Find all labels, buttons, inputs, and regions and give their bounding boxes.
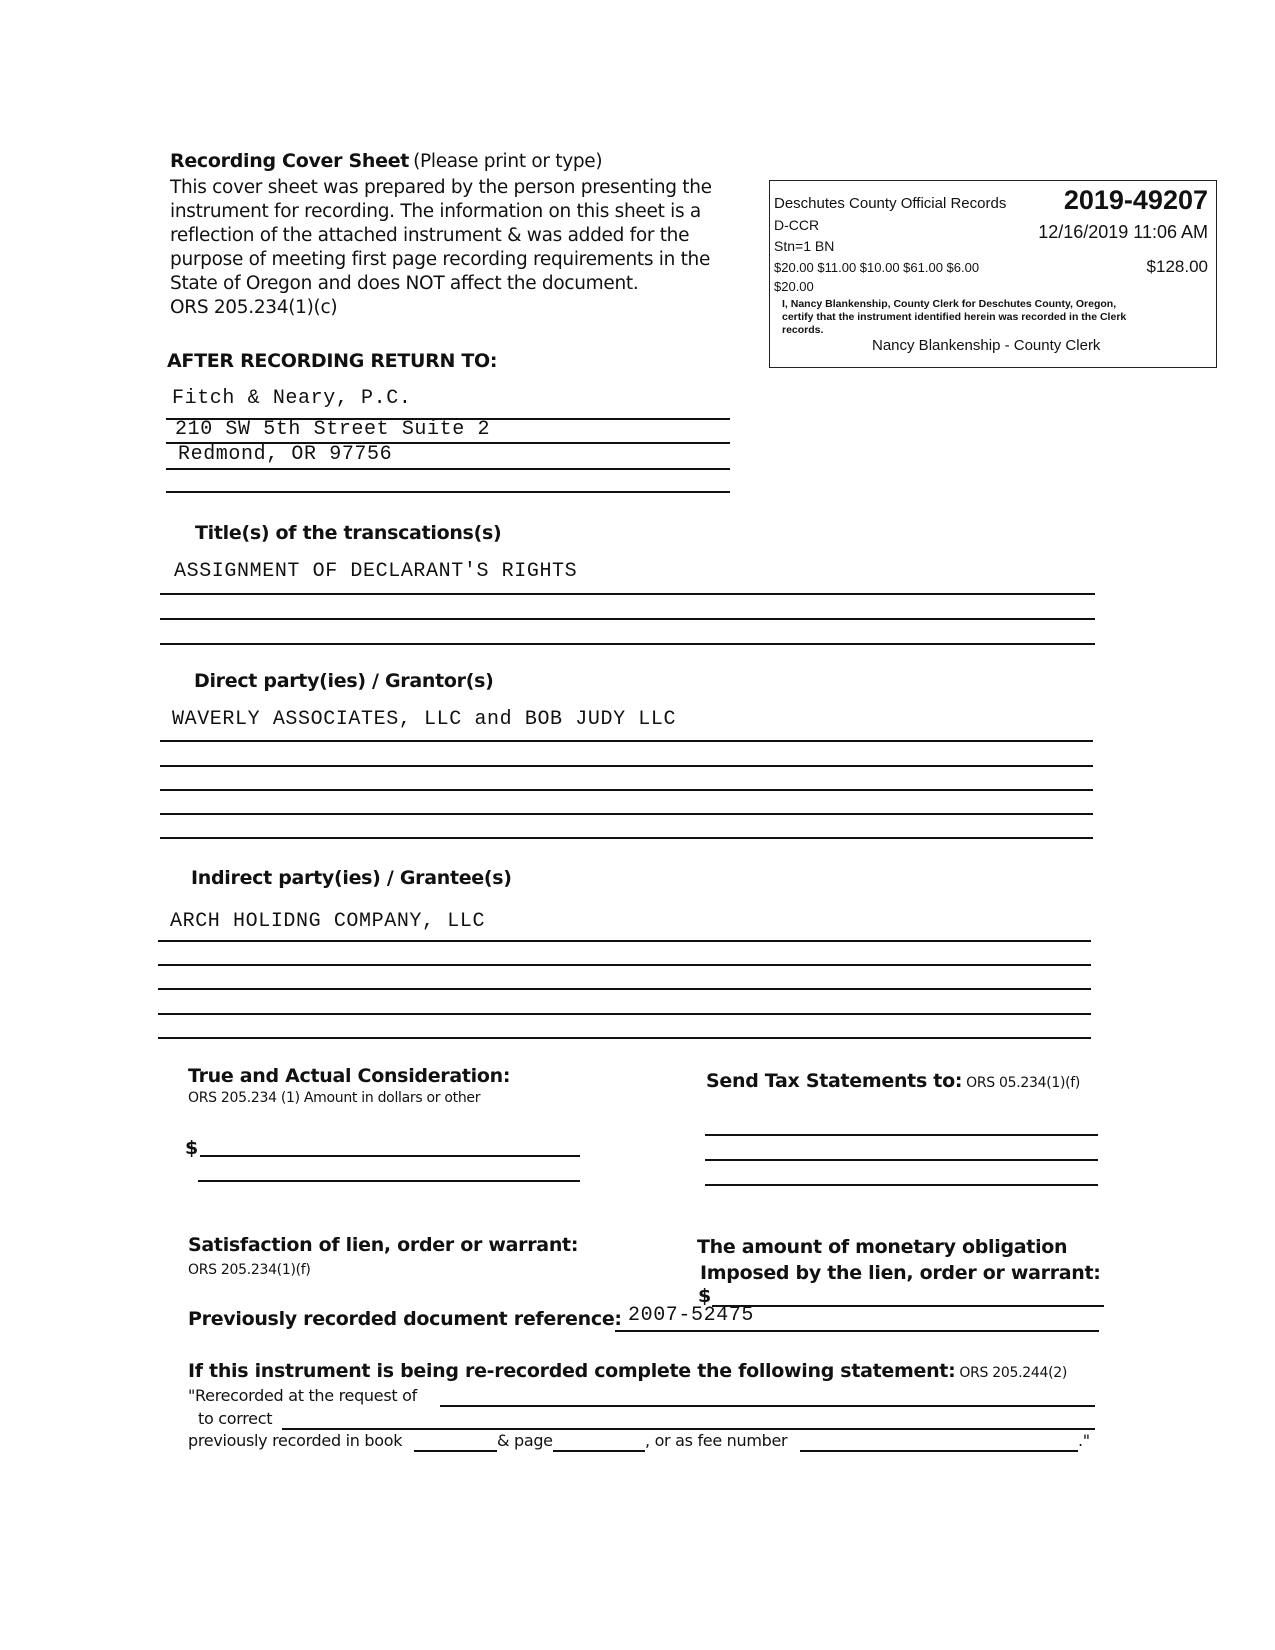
rerecord-heading: If this instrument is being re-recorded complete the following statement: <box>188 1360 956 1382</box>
titles-heading: Title(s) of the transcations(s) <box>195 522 502 544</box>
rerecord-book-rule <box>414 1450 497 1452</box>
previous-label: Previously recorded document reference: <box>188 1308 622 1330</box>
rerecord-correct-rule <box>282 1428 1095 1430</box>
rule <box>166 468 730 470</box>
consideration-amount-line <box>200 1155 580 1157</box>
grantor-value: WAVERLY ASSOCIATES, LLC and BOB JUDY LLC <box>172 708 677 731</box>
stamp-total: $128.00 <box>1146 257 1208 276</box>
rule <box>158 964 1091 966</box>
rule <box>160 643 1095 645</box>
rule <box>160 765 1093 767</box>
cover-line: instrument for recording. The information on this sheet is a <box>170 201 701 222</box>
recording-stamp <box>769 180 1217 368</box>
rule <box>160 593 1095 595</box>
return-to-heading: AFTER RECORDING RETURN TO: <box>167 350 498 372</box>
lien-amount-line1: The amount of monetary obligation <box>697 1236 1068 1258</box>
rerecord-book-label: previously recorded in book <box>188 1431 403 1450</box>
rule <box>160 740 1093 742</box>
rule <box>705 1184 1098 1186</box>
previous-value: 2007-52475 <box>628 1304 755 1327</box>
stamp-fees: $20.00 $11.00 $10.00 $61.00 $6.00 <box>774 260 980 275</box>
stamp-datetime: 12/16/2019 11:06 AM <box>1038 222 1208 242</box>
stamp-certify-line: certify that the instrument identified herein was recorded in the Clerk <box>782 311 1127 323</box>
rule <box>198 1180 580 1182</box>
stamp-clerk: Nancy Blankenship - County Clerk <box>872 337 1101 354</box>
rerecord-correct-label: to correct <box>198 1409 273 1428</box>
stamp-certify-line: I, Nancy Blankenship, County Clerk for Deschutes County, Oregon, <box>782 298 1117 310</box>
grantee-value: ARCH HOLIDNG COMPANY, LLC <box>170 910 486 933</box>
rerecord-fee-label: , or as fee number <box>645 1431 788 1450</box>
rule <box>160 618 1095 620</box>
rule <box>160 837 1093 839</box>
lien-dollar: $ <box>698 1285 711 1307</box>
lien-ors: ORS 205.234(1)(f) <box>188 1262 311 1278</box>
rerecord-end-quote: ." <box>1078 1431 1090 1450</box>
tax-heading-row <box>706 1070 1080 1092</box>
cover-ors: ORS 205.234(1)(c) <box>170 297 338 318</box>
rule <box>158 988 1091 990</box>
rule <box>158 1037 1091 1039</box>
grantee-heading: Indirect party(ies) / Grantee(s) <box>191 867 512 889</box>
cover-line: This cover sheet was prepared by the person presenting the <box>170 177 712 198</box>
rule <box>160 813 1093 815</box>
cover-title-row <box>170 150 602 174</box>
rerecord-page-label: & page <box>497 1431 553 1450</box>
rerecord-ors: ORS 205.244(2) <box>959 1365 1067 1381</box>
consideration-sub: ORS 205.234 (1) Amount in dollars or other <box>188 1090 481 1106</box>
lien-heading: Satisfaction of lien, order or warrant: <box>188 1234 579 1256</box>
rule <box>158 1013 1091 1015</box>
stamp-certify-line: records. <box>782 324 824 336</box>
rule <box>158 940 1091 942</box>
return-to-city: Redmond, OR 97756 <box>178 443 393 466</box>
stamp-station: Stn=1 BN <box>774 238 835 254</box>
tax-ors: ORS 05.234(1)(f) <box>966 1075 1081 1091</box>
return-to-street: 210 SW 5th Street Suite 2 <box>175 418 491 441</box>
stamp-certification <box>782 298 1126 337</box>
tax-heading: Send Tax Statements to: <box>706 1070 963 1092</box>
lien-amount-rule <box>712 1305 1104 1307</box>
rerecord-page-rule <box>553 1450 645 1452</box>
cover-line: purpose of meeting first page recording requirements in the <box>170 249 711 270</box>
stamp-office: Deschutes County Official Records <box>774 195 1007 212</box>
stamp-doc-number: 2019-49207 <box>1063 185 1208 215</box>
rerecord-request-rule <box>440 1405 1095 1407</box>
cover-line: State of Oregon and does NOT affect the document. <box>170 273 639 294</box>
cover-line: reflection of the attached instrument & was added for the <box>170 225 690 246</box>
cover-title-note: (Please print or type) <box>413 151 603 172</box>
cover-description <box>170 176 712 320</box>
consideration-heading: True and Actual Consideration: <box>188 1065 511 1087</box>
stamp-fees-extra: $20.00 <box>774 279 814 294</box>
consideration-dollar: $ <box>185 1137 198 1159</box>
rule <box>705 1134 1098 1136</box>
grantor-heading: Direct party(ies) / Grantor(s) <box>194 670 494 692</box>
rerecord-heading-row <box>188 1360 1067 1382</box>
rule <box>160 789 1093 791</box>
titles-value: ASSIGNMENT OF DECLARANT'S RIGHTS <box>174 560 578 583</box>
previous-rule <box>615 1330 1099 1332</box>
rule <box>705 1159 1098 1161</box>
rerecord-fee-rule <box>800 1450 1078 1452</box>
lien-amount-line2: Imposed by the lien, order or warrant: <box>700 1262 1101 1284</box>
return-to-name: Fitch & Neary, P.C. <box>172 387 412 410</box>
rule <box>166 491 730 493</box>
cover-title: Recording Cover Sheet <box>170 150 410 172</box>
rerecord-request-label: "Rerecorded at the request of <box>188 1386 417 1405</box>
stamp-code: D-CCR <box>774 217 820 233</box>
